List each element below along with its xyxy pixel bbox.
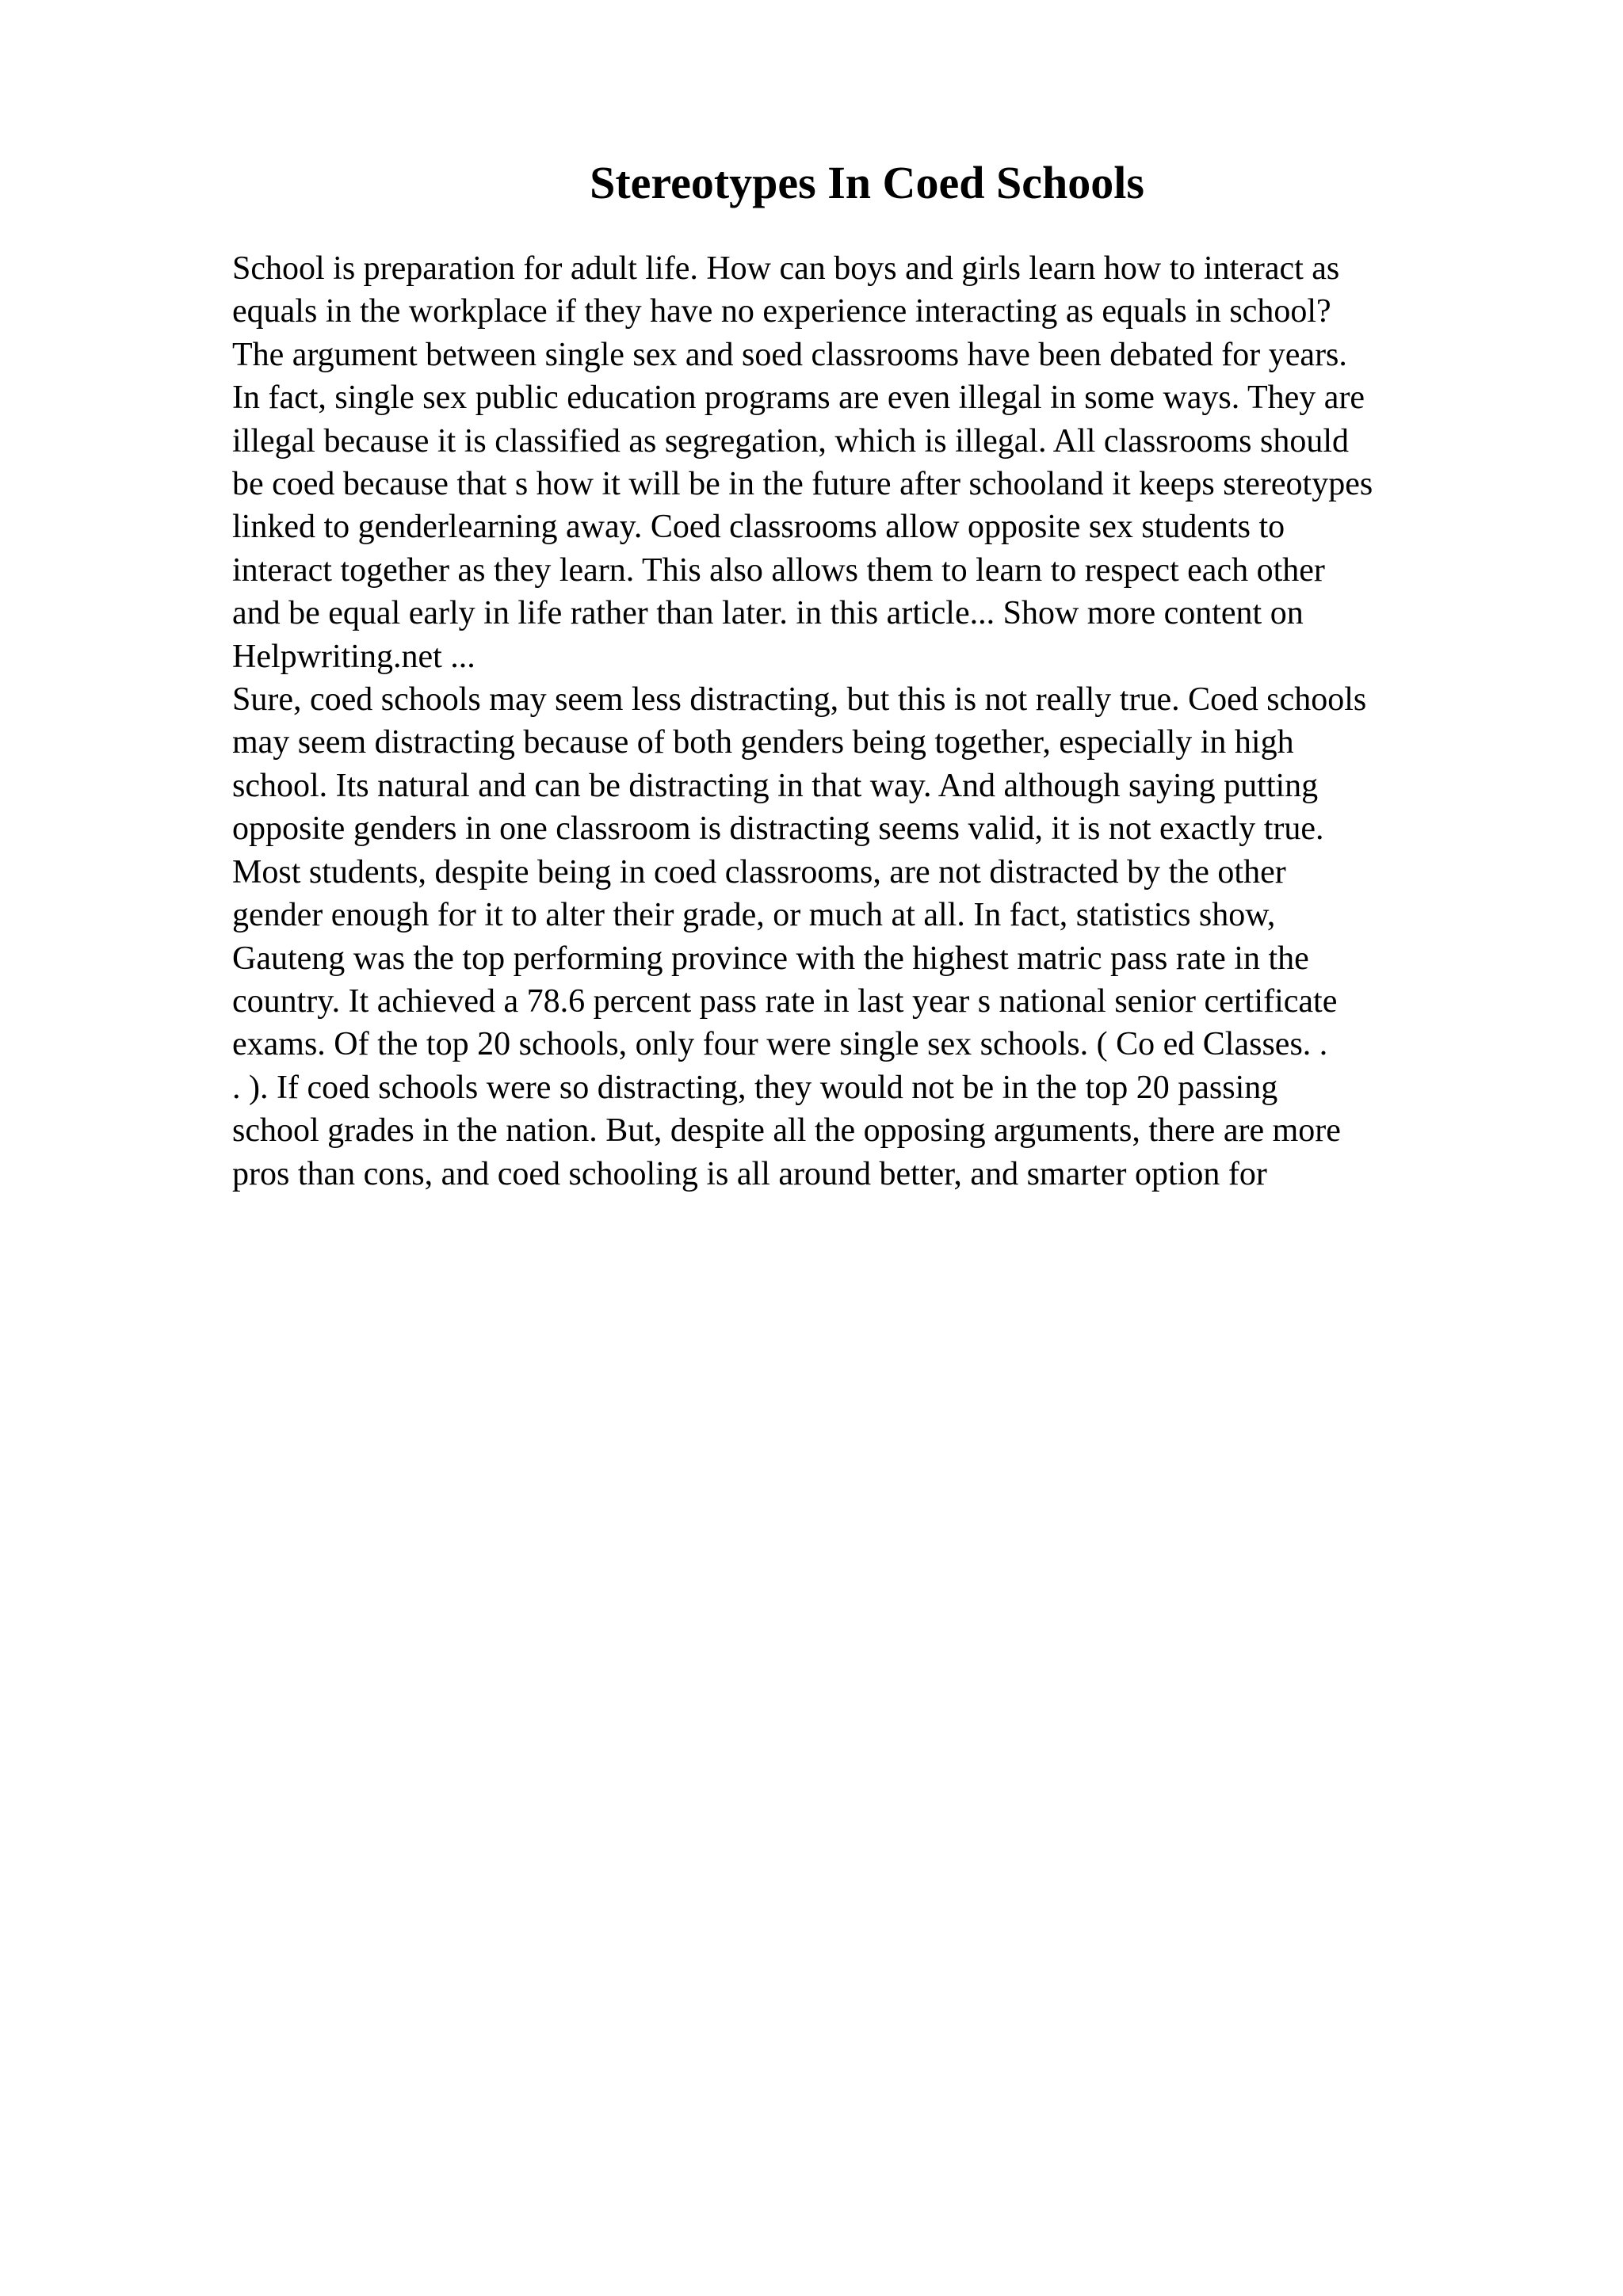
body-line: illegal because it is classified as segregation, which is illegal. All classrooms should (232, 422, 1350, 460)
body-line: and be equal early in life rather than later. in this article... Show more content on (232, 595, 1304, 632)
body-line: exams. Of the top 20 schools, only four were single sex schools. ( Co ed Classes. . (232, 1026, 1328, 1063)
body-line: Sure, coed schools may seem less distracting, but this is not really true. Coed schools (232, 681, 1367, 719)
document-title: Stereotypes In Coed Schools (590, 157, 1144, 208)
body-line: country. It achieved a 78.6 percent pass rate in last year s national senior certificate (232, 982, 1338, 1020)
body-line: School is preparation for adult life. How can boys and girls learn how to interact as (232, 250, 1340, 287)
body-line: Gauteng was the top performing province with the highest matric pass rate in the (232, 940, 1309, 977)
body-line: gender enough for it to alter their grade, or much at all. In fact, statistics show, (232, 897, 1276, 934)
body-line: interact together as they learn. This also allows them to learn to respect each other (232, 551, 1325, 589)
body-line: pros than cons, and coed schooling is all around better, and smarter option for (232, 1155, 1267, 1192)
body-line: . ). If coed schools were so distracting, they would not be in the top 20 passing (232, 1069, 1278, 1106)
body-line: In fact, single sex public education programs are even illegal in some ways. They are (232, 379, 1365, 417)
document-body (232, 247, 1516, 1196)
body-line: school grades in the nation. But, despite all the opposing arguments, there are more (232, 1112, 1341, 1150)
body-line: linked to genderlearning away. Coed classrooms allow opposite sex students to (232, 509, 1285, 546)
body-line: opposite genders in one classroom is distracting seems valid, it is not exactly true. (232, 810, 1324, 848)
body-line: be coed because that s how it will be in the future after schooland it keeps stereotypes (232, 466, 1373, 503)
body-line: Helpwriting.net ... (232, 638, 475, 675)
body-line: The argument between single sex and soed classrooms have been debated for years. (232, 336, 1347, 373)
body-line: school. Its natural and can be distracting in that way. And although saying putting (232, 767, 1319, 804)
body-line: may seem distracting because of both genders being together, especially in high (232, 724, 1294, 761)
body-line: equals in the workplace if they have no experience interacting as equals in school? (232, 293, 1331, 330)
body-line: Most students, despite being in coed classrooms, are not distracted by the other (232, 853, 1286, 891)
